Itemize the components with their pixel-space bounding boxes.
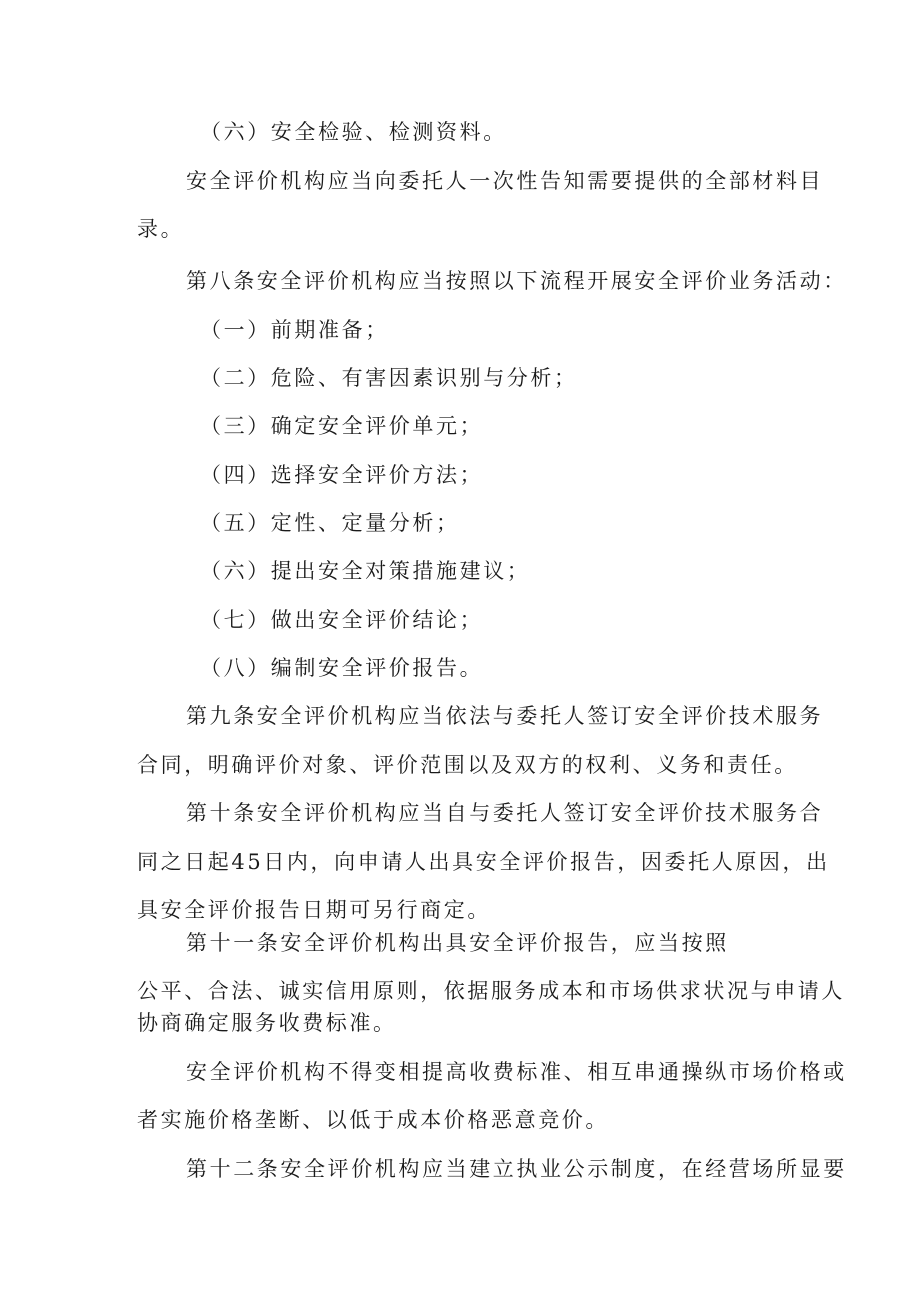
text-line: 第十条安全评价机构应当自与委托人签订安全评价技术服务合	[186, 801, 824, 825]
text-line: 同之日起45日内，向申请人出具安全评价报告，因委托人原因，出	[137, 850, 830, 874]
list-item: （八）编制安全评价报告。	[200, 656, 484, 680]
text-line: 者实施价格垄断、以低于成本价格恶意竞价。	[137, 1108, 609, 1132]
text-line: （六）安全检验、检测资料。	[200, 120, 507, 144]
list-item: （六）提出安全对策措施建议；	[200, 559, 531, 583]
list-item: （五）定性、定量分析；	[200, 511, 460, 535]
list-item: （四）选择安全评价方法；	[200, 463, 484, 487]
text-line: 协商确定服务收费标准。	[137, 1011, 397, 1035]
text-line: 第九条安全评价机构应当依法与委托人签订安全评价技术服务	[186, 704, 824, 728]
text-line: 合同，明确评价对象、评价范围以及双方的权利、义务和责任。	[137, 753, 798, 777]
list-item: （二）危险、有害因素识别与分析；	[200, 366, 578, 390]
text-line: 具安全评价报告日期可另行商定。	[137, 898, 491, 922]
list-item: （三）确定安全评价单元；	[200, 414, 484, 438]
list-item: （七）做出安全评价结论；	[200, 608, 484, 632]
text-line: 第八条安全评价机构应当按照以下流程开展安全评价业务活动：	[186, 269, 847, 293]
list-item: （一）前期准备；	[200, 318, 389, 342]
text-line: 录。	[137, 217, 185, 241]
text-line: 第十一条安全评价机构出具安全评价报告，应当按照	[186, 931, 729, 955]
text-line: 安全评价机构应当向委托人一次性告知需要提供的全部材料目	[186, 169, 824, 193]
text-line: 公平、合法、诚实信用原则，依据服务成本和市场供求状况与申请人	[137, 979, 845, 1003]
text-line: 安全评价机构不得变相提高收费标准、相互串通操纵市场价格或	[186, 1060, 847, 1084]
text-line: 第十二条安全评价机构应当建立执业公示制度，在经营场所显要	[186, 1157, 847, 1181]
